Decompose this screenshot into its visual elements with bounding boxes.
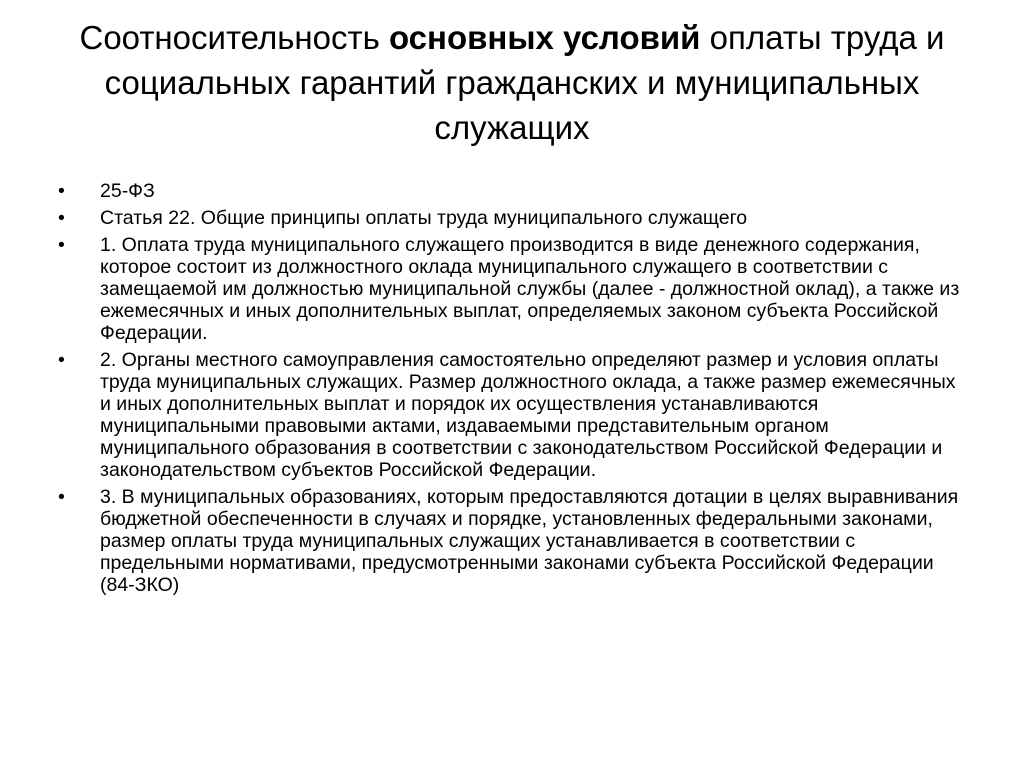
title-part-2: оплаты труда и социальных гарантий гражданских и муниципальных служащих (104, 19, 945, 146)
bullet-icon: • (58, 180, 65, 202)
bullet-icon: • (58, 234, 65, 256)
list-item (58, 486, 968, 596)
title-bold-part: основных условий (388, 19, 701, 56)
bullet-text: 25-ФЗ (100, 180, 155, 202)
bullet-text: 1. Оплата труда муниципального служащего производится в виде денежного содержания, которое состоит из должностного оклада муниципального служащего в соответствии с замещаемой им должностью муниципальной службы (далее - должностной оклад), а также из ежемесячных и иных дополнительных выплат, определяемых законом субъекта Российской Федерации. (100, 234, 960, 344)
bullet-icon: • (58, 486, 65, 508)
bullet-text: 3. В муниципальных образованиях, которым предоставляются дотации в целях выравнивания бюджетной обеспеченности в случаях и порядке, установленных федеральными законами, размер оплаты труда муниципальных служащих устанавливается в соответствии с предельными нормативами, предусмотренными законами субъекта Российской Федерации (84-ЗКО) (100, 486, 959, 596)
title-part-1: Соотносительность (79, 19, 389, 56)
bullet-list (58, 180, 968, 601)
bullet-icon: • (58, 349, 65, 371)
bullet-icon: • (58, 207, 65, 229)
bullet-text: 2. Органы местного самоуправления самостоятельно определяют размер и условия оплаты труда муниципальных служащих. Размер должностного оклада, а также размер ежемесячных и иных дополнительных выплат и порядок их осуществления устанавливаются муниципальными правовыми актами, издаваемыми представительным органом муниципального образования в соответствии с законодательством Российской Федерации и законодательством субъектов Российской Федерации. (100, 349, 956, 481)
list-item (58, 180, 968, 202)
list-item (58, 349, 968, 481)
bullet-text: Статья 22. Общие принципы оплаты труда муниципального служащего (100, 207, 748, 229)
slide-title (40, 15, 984, 150)
list-item (58, 234, 968, 344)
list-item (58, 207, 968, 229)
